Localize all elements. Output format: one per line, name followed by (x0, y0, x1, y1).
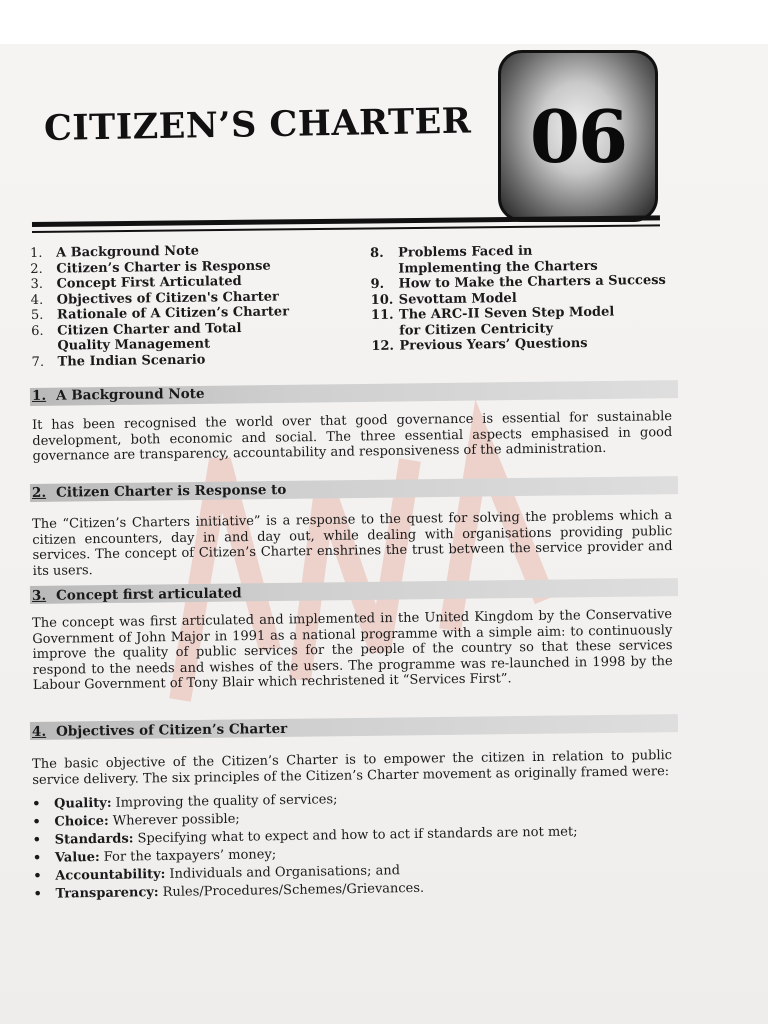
principle-label: Quality: (54, 795, 112, 812)
section-heading (32, 585, 242, 604)
section-heading (32, 721, 287, 740)
principle-label: Accountability: (55, 866, 166, 884)
toc-item-number: 8. (370, 245, 384, 261)
toc-item-number: 2. (30, 261, 43, 277)
section-number: 4. (31, 723, 47, 740)
chapter-title: CITIZEN’S CHARTER (43, 100, 472, 149)
chapter-number-badge (498, 50, 658, 222)
bullet: • (32, 796, 41, 812)
toc-item[interactable] (371, 304, 671, 339)
principle-text: Individuals and Organisations; and (169, 863, 401, 882)
toc-item-label: A Background Note (55, 243, 200, 261)
bullet: • (33, 886, 42, 902)
section-number: 2. (31, 484, 47, 501)
section-number: 1. (31, 387, 47, 404)
toc-item-label: The ARC-II Seven Step Model for Citizen Centricity (398, 304, 615, 339)
toc-item-label: Sevottam Model (398, 290, 517, 308)
principle-label: Standards: (54, 831, 134, 848)
toc-item-number: 1. (30, 245, 43, 261)
toc-item[interactable] (370, 242, 670, 277)
principle-text: For the taxpayers’ money; (103, 847, 277, 865)
section-heading (32, 482, 287, 501)
toc-left-column (30, 242, 352, 370)
toc-item-label: Previous Years’ Questions (399, 335, 588, 354)
principle-text: Improving the quality of services; (115, 792, 338, 811)
toc-right-column (370, 242, 671, 355)
principle-text: Rules/Procedures/Schemes/Grievances. (162, 880, 425, 900)
toc-item-label: How to Make the Charters a Success (398, 272, 666, 292)
principle-label: Transparency: (55, 885, 159, 902)
bullet: • (32, 832, 42, 848)
principle-text: Specifying what to expect and how to act if standards are not met; (137, 824, 578, 847)
section-paragraph: The concept was first articulated and implemented in the United Kingdom by the Conservative Government of John Major in 1991 as a national programme with a simple aim: to continuously improve the quality of public services for the people of the country so that these services respond to the needs and wishes of the users. The programme was re-launched in 1998 by the Labour Government of Tony Blair which rechristened it “Services First”. (32, 607, 673, 693)
toc-item-label: Concept First Articulated (56, 274, 242, 292)
toc-item-number: 11. (370, 307, 394, 323)
toc-item-label: Citizen Charter and Total Quality Management (57, 320, 242, 354)
principle-text: Wherever possible; (112, 811, 240, 829)
toc-item-label: Citizen’s Charter is Response (56, 258, 271, 277)
toc-item[interactable] (31, 319, 351, 354)
toc-item-label: Objectives of Citizen's Charter (56, 289, 279, 308)
toc-item-number: 6. (31, 323, 44, 339)
bullet: • (32, 850, 42, 866)
section-title: Citizen Charter is Response to (55, 481, 287, 501)
toc-item-number: 12. (371, 338, 395, 354)
toc-item-number: 10. (370, 292, 394, 308)
toc-item-number: 7. (31, 354, 45, 370)
section-title: Objectives of Citizen’s Charter (55, 720, 288, 740)
toc-item-label: The Indian Scenario (57, 352, 206, 370)
section-paragraph: It has been recognised the world over that good governance is essential for sustainable development, both economic and social. The three essential aspects emphasised in good governance are transparency, accountability and responsiveness of the administration. (32, 409, 673, 464)
bullet: • (32, 814, 41, 830)
section-paragraph: The “Citizen’s Charters initiative” is a response to the quest for solving the problems which a citizen encounters, day in and day out, while dealing with organisations providing public services. The concept of Citizen’s Charter enshrines the trust between the service provider and its users. (32, 508, 673, 579)
bullet: • (33, 868, 42, 884)
section-heading (32, 386, 205, 404)
section-number: 3. (31, 587, 47, 604)
toc-item-number: 3. (30, 276, 44, 292)
principle-label: Value: (54, 849, 100, 866)
section-title: Concept first articulated (55, 585, 242, 604)
toc-item-number: 9. (370, 276, 385, 292)
toc-item-label: Problems Faced in Implementing the Charters (397, 243, 598, 277)
toc-item-label: Rationale of A Citizen’s Charter (56, 304, 290, 323)
toc-item-number: 5. (30, 307, 44, 323)
chapter-number: 06 (529, 93, 627, 179)
principle-label: Choice: (54, 813, 109, 830)
principles-list (32, 787, 634, 904)
section-paragraph: The basic objective of the Citizen’s Charter is to empower the citizen in relation to public service delivery. The six principles of the Citizen’s Charter movement as originally framed were: (32, 748, 673, 788)
section-title: A Background Note (55, 385, 205, 404)
toc-item-number: 4. (30, 292, 44, 308)
